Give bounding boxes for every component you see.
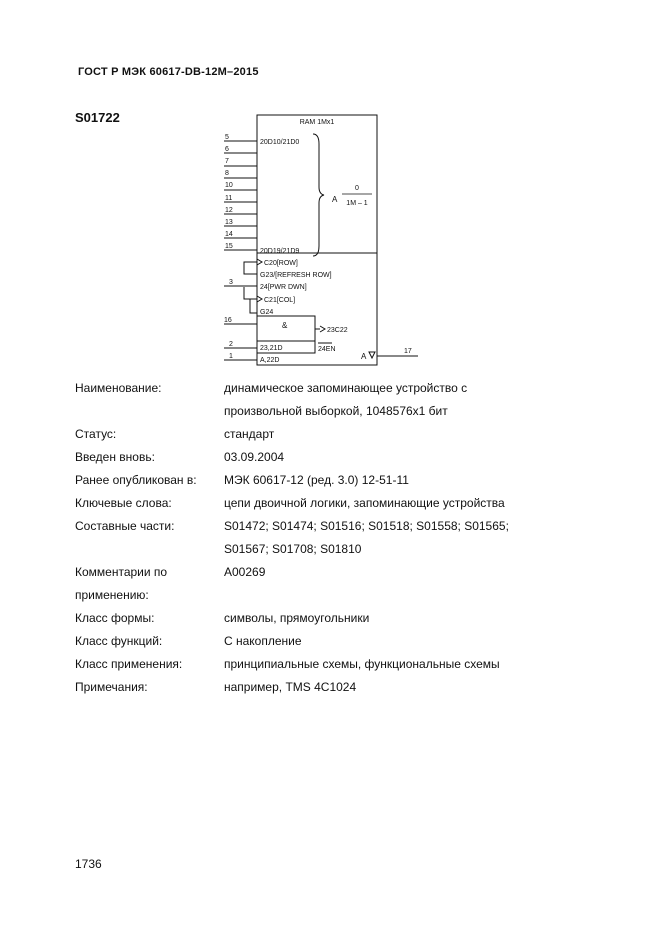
pin-number: 14 [225,231,233,238]
data-input-top-label: 20D10/21D0 [260,139,300,146]
pin-number: 6 [225,146,229,153]
property-row [75,377,635,423]
property-label: Введен вновь: [75,450,155,464]
ram-logic-symbol-diagram [220,112,420,372]
property-label: Класс формы: [75,611,155,625]
pin-number: 11 [225,195,233,202]
property-value: произвольной выборкой, 1048576х1 бит [224,404,448,418]
g23-refresh-label: G23/[REFRESH ROW] [260,272,332,279]
property-row [75,676,635,699]
property-label: Класс применения: [75,657,183,671]
property-label: применению: [75,588,149,602]
property-label: Комментарии по [75,565,168,579]
symbol-code: S01722 [75,110,120,125]
property-row [75,446,635,469]
enable-label: 24EN [318,346,336,353]
property-row [75,423,635,446]
property-value: МЭК 60617-12 (ред. 3.0) 12-51-11 [224,473,409,487]
pin-number: 3 [229,279,233,286]
property-value: цепи двоичной логики, запоминающие устройства [224,496,505,510]
page-number: 1736 [75,857,102,871]
pin-number: 16 [224,317,232,324]
document-header: ГОСТ Р МЭК 60617-DB-12М–2015 [78,66,259,78]
property-value: стандарт [224,427,275,441]
pin-number: 13 [225,219,233,226]
property-value: 03.09.2004 [224,450,285,464]
property-value: принципиальные схемы, функциональные схемы [224,657,500,671]
property-value: S01567; S01708; S01810 [224,542,362,556]
property-label: Составные части: [75,519,175,533]
property-label: Ранее опубликован в: [75,473,197,487]
pin-number: 10 [225,182,233,189]
and-gate-label: & [282,321,288,330]
d23-label: 23,21D [260,345,283,352]
pin-number: 12 [225,207,233,214]
pin-number: 1 [229,353,233,360]
pin-number: 8 [225,170,229,177]
property-value: динамическое запоминающее устройство с [224,381,468,395]
a22-label: A,22D [260,357,280,364]
property-row [75,515,635,561]
data-input-bottom-label: 20D19/21D9 [260,248,300,255]
property-label: Ключевые слова: [75,496,172,510]
pin-number-output: 17 [404,348,412,355]
properties-list [75,377,635,699]
property-row [75,561,635,607]
g24-label: G24 [260,309,274,316]
address-label: A [332,195,338,204]
property-value: A00269 [224,565,266,579]
pin-number: 7 [225,158,229,165]
property-label: Класс функций: [75,634,163,648]
property-value: С накопление [224,634,302,648]
property-label: Наименование: [75,381,162,395]
property-label: Примечания: [75,680,148,694]
address-range-bottom: 1M – 1 [346,200,368,207]
property-value: S01472; S01474; S01516; S01518; S01558; S01565; [224,519,509,533]
c22-label: 23C22 [327,327,348,334]
c21-col-label: C21[COL] [264,297,296,304]
property-row [75,469,635,492]
pin-number: 15 [225,243,233,250]
property-row [75,492,635,515]
c20-row-label: C20[ROW] [264,260,298,267]
property-value: например, TMS 4C1024 [224,680,357,694]
property-row [75,630,635,653]
property-row [75,607,635,630]
power-down-label: 24[PWR DWN] [260,284,307,291]
address-range-top: 0 [355,185,359,192]
pin-number: 2 [229,341,233,348]
property-row [75,653,635,676]
diagram-title: RAM 1Mx1 [299,119,335,126]
output-label: A [361,352,367,361]
property-value: символы, прямоугольники [224,611,370,625]
pin-number: 5 [225,134,229,141]
property-label: Статус: [75,427,117,441]
